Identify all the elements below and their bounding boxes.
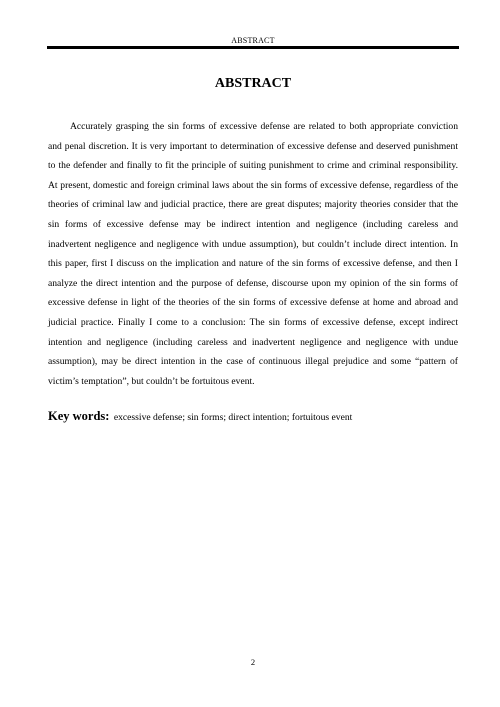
page-number: 2 [250,657,256,667]
keywords-list: excessive defense; sin forms; direct intention; fortuitous event [113,412,353,423]
keywords-line [48,408,458,426]
header-rule [47,46,459,49]
keywords-label: Key words: [48,409,110,423]
page-title: ABSTRACT [214,76,292,91]
abstract-body: Accurately grasping the sin forms of excessive defense are related to both appropriate conviction and penal discretion. It is very important to determination of excessive defense and deserved punishment to the defender and finally to fit the principle of suiting punishment to crime and criminal responsibility. At present, domestic and foreign criminal laws about the sin forms of excessive defense, regardless of the theories of criminal law and judicial practice, there are great disputes; majority theories consider that the sin forms of excessive defense may be indirect intention and negligence (including careless and inadvertent negligence and negligence with undue assumption), but couldn’t include direct intention. In this paper, first I discuss on the implication and nature of the sin forms of excessive defense, and then I analyze the direct intention and the purpose of defense, discourse upon my opinion of the sin forms of excessive defense in light of the theories of the sin forms of excessive defense at home and abroad and judicial practice. Finally I come to a conclusion: The sin forms of excessive defense, except indirect intention and negligence (including careless and inadvertent negligence and negligence with undue assumption), may be direct intention in the case of continuous illegal prejudice and some “pattern of victim’s temptation”, but couldn’t be fortuitous event. [48,121,458,387]
running-header: ABSTRACT [231,36,275,45]
